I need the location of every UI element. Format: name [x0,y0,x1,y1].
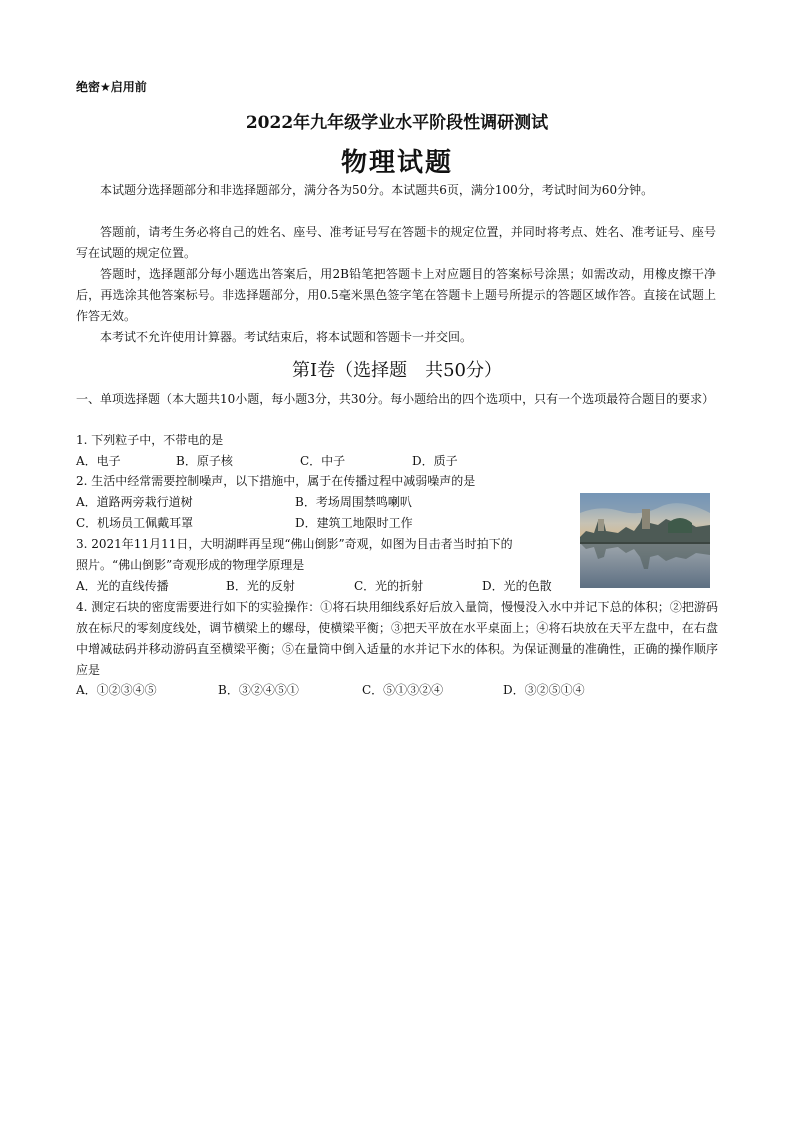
question-4-option-c: C．⑤①③②④ [362,683,444,697]
question-1-option-b: B．原子核 [176,454,233,468]
part-heading: 一、单项选择题（本大题共10小题，每小题3分，共30分。每小题给出的四个选项中，只有一个选项最符合题目的要求） [76,392,715,406]
question-3-option-a: A．光的直线传播 [76,579,169,593]
question-3-option-d: D．光的色散 [482,579,552,593]
question-1-option-d: D．质子 [412,454,458,468]
instruction-3: 答题时，选择题部分每小题选出答案后，用2B铅笔把答题卡上对应题目的答案标号涂黑；如需改动，用橡皮擦干净后，再选涂其他答案标号。非选择题部分，用0.5毫米黑色签字笔在答题卡上题号所提示的答题区域作答。直接在试题上作答无效。 [76,267,716,323]
question-3-option-c: C．光的折射 [354,579,424,593]
question-1-option-a: A．电子 [76,454,121,468]
lake-reflection-photo [580,493,710,588]
instruction-4: 本考试不允许使用计算器。考试结束后，将本试题和答题卡一并交回。 [100,330,473,344]
question-4-option-d: D．③②⑤①④ [503,683,585,697]
question-1-option-c: C．中子 [300,454,346,468]
question-3-stem-line-2: 照片。“佛山倒影”奇观形成的物理学原理是 [76,558,305,572]
question-2-option-b: B．考场周围禁鸣喇叭 [295,495,412,509]
subject-title: 物理试题 [340,148,453,178]
question-4-option-a: A．①②③④⑤ [76,683,157,697]
question-1-stem: 1. 下列粒子中，不带电的是 [76,433,224,447]
question-2-option-c: C．机场员工佩戴耳罩 [76,516,194,530]
instruction-2: 答题前，请考生务必将自己的姓名、座号、准考证号写在答题卡的规定位置，并同时将考点、姓名、准考证号、座号写在试题的规定位置。 [76,225,716,260]
section-title: 第Ⅰ卷（选择题 共50分） [291,360,502,381]
question-3-option-b: B．光的反射 [226,579,295,593]
confidential-label: 绝密★启用前 [76,80,147,94]
question-3-stem-line-1: 3. 2021年11月11日，大明湖畔再呈现“佛山倒影”奇观，如图为目击者当时拍下的 [76,537,513,551]
exam-title: 2022年九年级学业水平阶段性调研测试 [245,113,549,133]
question-4-option-b: B．③②④⑤① [218,683,299,697]
question-4-stem: 4. 测定石块的密度需要进行如下的实验操作：①将石块用细线系好后放入量筒，慢慢没入水中并记下总的体积；②把游码放在标尺的零刻度线处，调节横梁上的螺母，使横梁平衡；③把天平放在水平桌面上；④将石块放在天平左盘中，在右盘中增减砝码并移动游码直至横梁平衡；⑤在量筒中倒入适量的水并记下水的体积。为保证测量的准确性，正确的操作顺序应是 [76,600,718,677]
question-2-option-a: A．道路两旁栽行道树 [76,495,193,509]
question-2-stem: 2. 生活中经常需要控制噪声，以下措施中，属于在传播过程中减弱噪声的是 [76,474,476,488]
instruction-1: 本试题分选择题部分和非选择题部分，满分各为50分。本试题共6页，满分100分，考试时间为60分钟。 [100,183,654,197]
question-2-option-d: D．建筑工地限时工作 [295,516,413,530]
